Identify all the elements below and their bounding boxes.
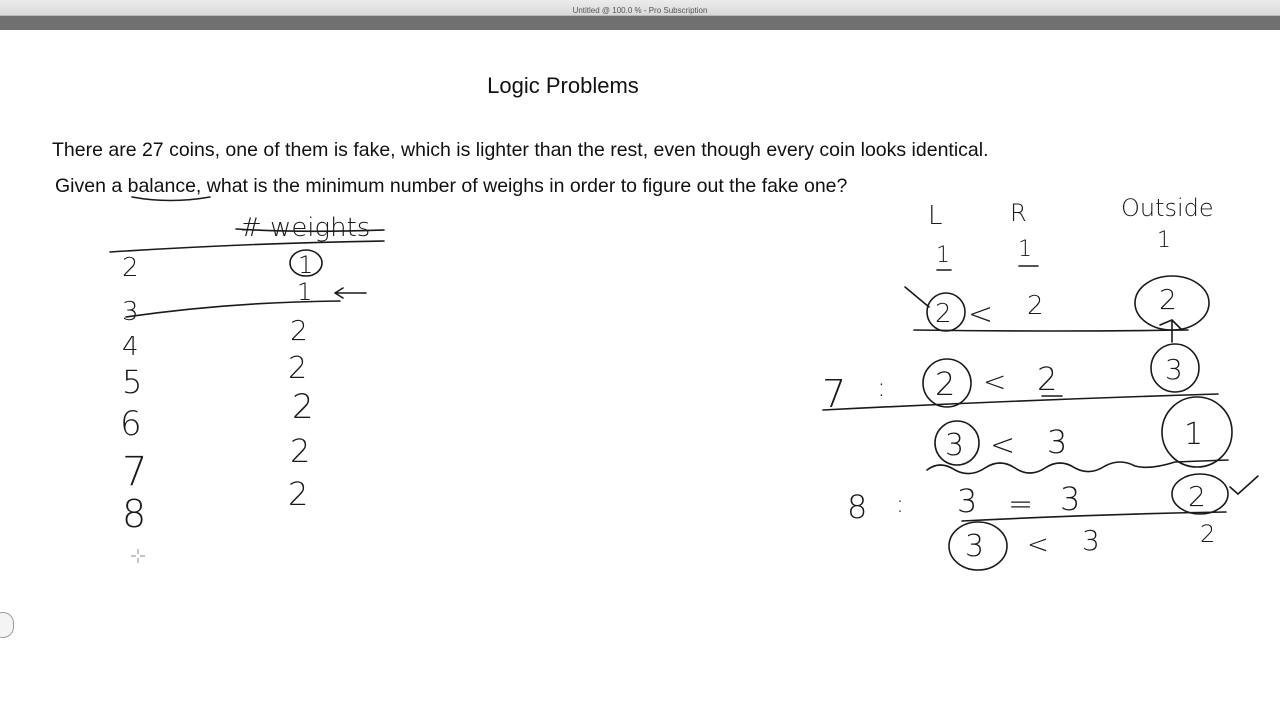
- window-title: Untitled @ 100.0 % - Pro Subscription: [572, 6, 708, 15]
- table-coins-5: 7: [122, 449, 148, 495]
- table-coins-6: 8: [122, 492, 147, 536]
- row2-sign: <: [968, 297, 994, 332]
- row8-colon: :: [896, 490, 905, 518]
- row8-right: 3: [1060, 480, 1081, 518]
- row8b-right: 3: [1082, 524, 1100, 557]
- row7-sign: <: [983, 365, 1007, 398]
- table-weighs-0: 1: [298, 251, 314, 279]
- table-coins-0: 2: [122, 253, 139, 283]
- row1-right: 1: [1018, 237, 1032, 262]
- row7-label: 7: [822, 372, 847, 416]
- table-coins-4: 6: [120, 404, 142, 444]
- row7-left: 2: [935, 365, 956, 403]
- row8-sign: =: [1008, 487, 1034, 522]
- ink-line-row-8: [962, 512, 1226, 521]
- balance-header-right: R: [1010, 199, 1027, 227]
- problem-text-line-2: Given a balance, what is the minimum number of weighs in order to figure out the fake one?: [55, 175, 848, 197]
- ink-check-mark: [1230, 476, 1258, 494]
- row7-right: 2: [1037, 360, 1058, 398]
- row7b-sign: <: [990, 428, 1016, 463]
- balance-header-outside: Outside: [1121, 194, 1214, 222]
- ink-wavy-line: [927, 460, 1228, 474]
- table-weighs-3: 2: [288, 351, 308, 386]
- problem-text-line-1: There are 27 coins, one of them is fake, which is lighter than the rest, even though every coin looks identical.: [52, 139, 989, 161]
- ink-underline-balance: [132, 197, 210, 201]
- table-weighs-1: 1: [297, 278, 313, 306]
- table-coins-3: 5: [122, 363, 143, 401]
- row1-left: 1: [936, 243, 950, 268]
- row8b-left: 3: [965, 529, 985, 564]
- row8-label: 8: [847, 488, 868, 526]
- table-weighs-2: 2: [290, 314, 308, 347]
- row1-outside: 1: [1157, 228, 1171, 253]
- table-coins-2: 4: [122, 332, 139, 362]
- balance-header-left: L: [928, 201, 943, 231]
- row7b-left: 3: [945, 428, 965, 463]
- page-title: Logic Problems: [487, 73, 639, 98]
- row7b-right: 3: [1047, 423, 1068, 461]
- ink-arrow-into-2: [905, 287, 929, 307]
- row8-outside: 2: [1188, 480, 1206, 513]
- table-header: # weights: [240, 213, 371, 243]
- row2-right: 2: [1027, 291, 1044, 321]
- table-weighs-5: 2: [290, 432, 311, 470]
- ink-arrow-row-3: [335, 288, 366, 298]
- row7b-outside: 1: [1184, 417, 1204, 452]
- table-weighs-6: 2: [288, 475, 309, 513]
- table-coins-1: 3: [122, 297, 139, 327]
- row8b-outside: 2: [1200, 520, 1216, 548]
- ink-line-row-2: [914, 330, 1188, 331]
- row8-left: 3: [957, 482, 978, 520]
- row8b-sign: <: [1027, 530, 1049, 560]
- crosshair-cursor-icon: [131, 549, 145, 563]
- row2-left: 2: [935, 299, 952, 329]
- table-weighs-4: 2: [292, 387, 314, 427]
- row2-outside: 2: [1159, 283, 1177, 316]
- row2-outside-below: 3: [1165, 353, 1183, 386]
- row7-colon: :: [877, 373, 886, 403]
